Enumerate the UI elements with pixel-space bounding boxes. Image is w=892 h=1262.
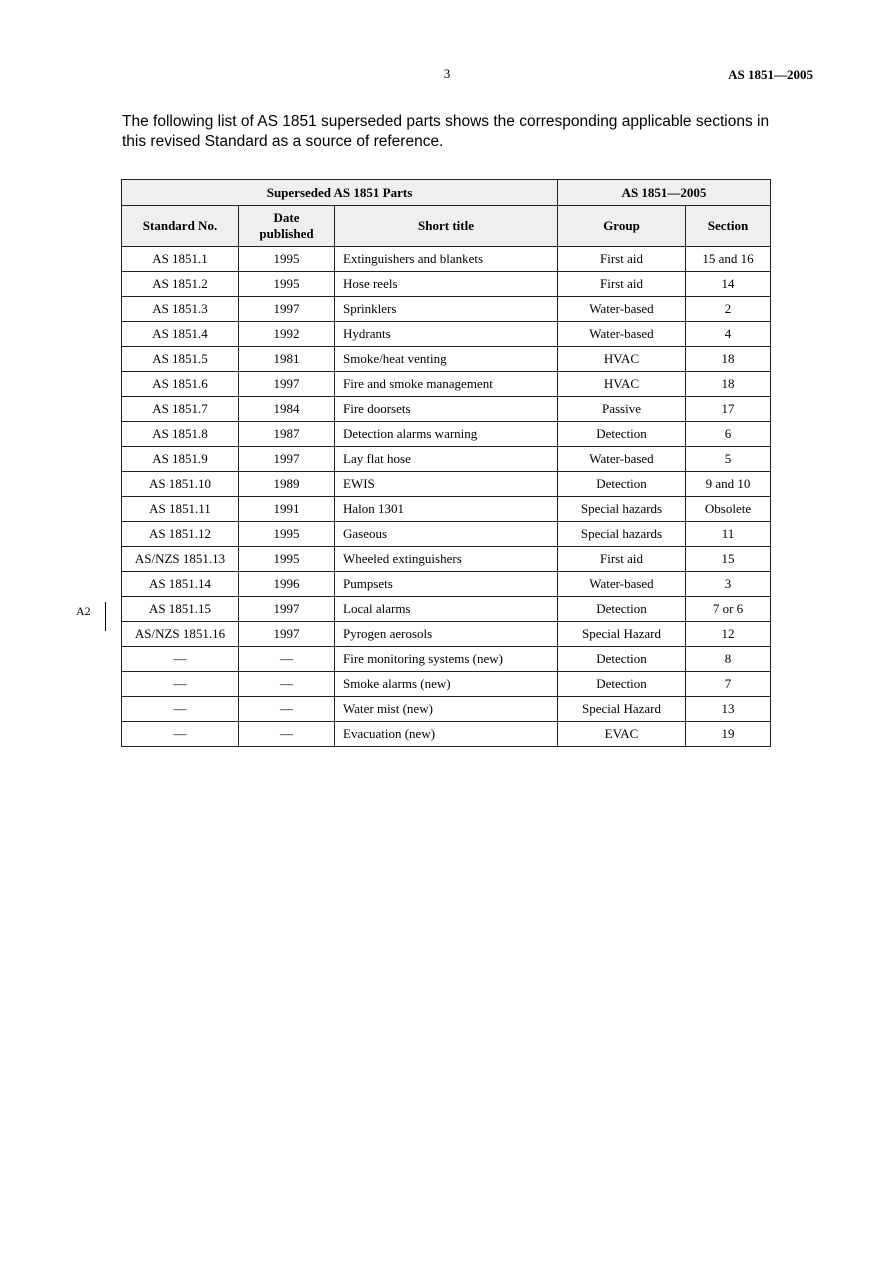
cell-date-published: 1997 [239,372,335,397]
cell-date-published: 1997 [239,622,335,647]
cell-standard-no: AS 1851.9 [122,447,239,472]
cell-section: Obsolete [686,497,771,522]
cell-date-published: 1997 [239,597,335,622]
cell-section: 5 [686,447,771,472]
cell-standard-no: AS 1851.14 [122,572,239,597]
cell-section: 17 [686,397,771,422]
cell-short-title: Smoke/heat venting [335,347,558,372]
table-row [122,647,771,672]
cell-date-published: 1995 [239,247,335,272]
table-row [122,722,771,747]
cell-short-title: Lay flat hose [335,447,558,472]
column-header-short-title: Short title [335,206,558,247]
cell-short-title: EWIS [335,472,558,497]
cell-date-published: 1992 [239,322,335,347]
cell-standard-no: AS 1851.4 [122,322,239,347]
cell-standard-no: AS 1851.2 [122,272,239,297]
cell-short-title: Pyrogen aerosols [335,622,558,647]
cell-group: Detection [558,472,686,497]
superseded-parts-table-container [121,179,771,747]
table-row [122,247,771,272]
group-header-superseded: Superseded AS 1851 Parts [122,180,558,206]
page-number: 3 [443,66,451,81]
cell-standard-no: AS/NZS 1851.16 [122,622,239,647]
cell-group: First aid [558,547,686,572]
table-row [122,447,771,472]
group-header-row [122,180,771,206]
cell-section: 15 and 16 [686,247,771,272]
cell-group: HVAC [558,347,686,372]
cell-short-title: Sprinklers [335,297,558,322]
cell-standard-no: — [122,647,239,672]
table-row [122,397,771,422]
cell-section: 6 [686,422,771,447]
cell-short-title: Fire doorsets [335,397,558,422]
cell-short-title: Wheeled extinguishers [335,547,558,572]
cell-date-published: 1996 [239,572,335,597]
cell-group: EVAC [558,722,686,747]
cell-standard-no: AS 1851.8 [122,422,239,447]
cell-standard-no: AS 1851.3 [122,297,239,322]
cell-short-title: Local alarms [335,597,558,622]
cell-standard-no: AS 1851.12 [122,522,239,547]
cell-date-published: 1984 [239,397,335,422]
cell-short-title: Hydrants [335,322,558,347]
table-row [122,497,771,522]
cell-group: Special Hazard [558,622,686,647]
cell-date-published: 1995 [239,547,335,572]
cell-short-title: Halon 1301 [335,497,558,522]
cell-section: 9 and 10 [686,472,771,497]
table-row [122,297,771,322]
column-header-row [122,206,771,247]
cell-standard-no: AS 1851.1 [122,247,239,272]
table-row [122,472,771,497]
cell-short-title: Evacuation (new) [335,722,558,747]
cell-date-published: — [239,697,335,722]
cell-section: 18 [686,372,771,397]
cell-short-title: Pumpsets [335,572,558,597]
cell-date-published: 1997 [239,447,335,472]
cell-group: Detection [558,597,686,622]
cell-group: First aid [558,272,686,297]
cell-date-published: — [239,672,335,697]
table-row [122,272,771,297]
table-row [122,347,771,372]
cell-section: 7 [686,672,771,697]
table-row [122,372,771,397]
cell-standard-no: AS 1851.15 [122,597,239,622]
cell-section: 3 [686,572,771,597]
cell-section: 19 [686,722,771,747]
cell-date-published: 1997 [239,297,335,322]
cell-date-published: 1991 [239,497,335,522]
amendment-margin-note: A2 [76,604,91,618]
cell-date-published: — [239,647,335,672]
cell-date-published: 1995 [239,522,335,547]
table-row [122,522,771,547]
table-row [122,622,771,647]
cell-group: Detection [558,672,686,697]
table-row [122,322,771,347]
cell-section: 12 [686,622,771,647]
cell-group: First aid [558,247,686,272]
group-header-current: AS 1851—2005 [558,180,771,206]
header-standard-id: AS 1851—2005 [728,67,813,82]
cell-date-published: 1987 [239,422,335,447]
cell-section: 2 [686,297,771,322]
cell-standard-no: — [122,672,239,697]
cell-group: Detection [558,647,686,672]
table-row [122,422,771,447]
cell-short-title: Gaseous [335,522,558,547]
cell-standard-no: AS 1851.7 [122,397,239,422]
cell-section: 13 [686,697,771,722]
cell-short-title: Smoke alarms (new) [335,672,558,697]
column-header-standard-no: Standard No. [122,206,239,247]
cell-section: 4 [686,322,771,347]
cell-group: HVAC [558,372,686,397]
cell-standard-no: — [122,722,239,747]
table-body [122,247,771,747]
cell-date-published: 1981 [239,347,335,372]
cell-standard-no: AS/NZS 1851.13 [122,547,239,572]
column-header-section: Section [686,206,771,247]
cell-group: Passive [558,397,686,422]
cell-group: Detection [558,422,686,447]
cell-date-published: — [239,722,335,747]
cell-group: Special Hazard [558,697,686,722]
table-row [122,572,771,597]
cell-short-title: Water mist (new) [335,697,558,722]
cell-section: 8 [686,647,771,672]
superseded-parts-table [121,179,771,747]
cell-standard-no: AS 1851.6 [122,372,239,397]
column-header-date-published: Date published [239,206,335,247]
cell-standard-no: AS 1851.10 [122,472,239,497]
cell-standard-no: AS 1851.5 [122,347,239,372]
cell-group: Water-based [558,322,686,347]
cell-standard-no: — [122,697,239,722]
table-row [122,672,771,697]
cell-short-title: Fire and smoke management [335,372,558,397]
cell-section: 15 [686,547,771,572]
cell-date-published: 1995 [239,272,335,297]
cell-short-title: Detection alarms warning [335,422,558,447]
intro-paragraph: The following list of AS 1851 superseded parts shows the corresponding applicable sections in this revised Standard as a source of reference. [122,113,770,150]
table-row [122,697,771,722]
cell-short-title: Fire monitoring systems (new) [335,647,558,672]
cell-short-title: Extinguishers and blankets [335,247,558,272]
table-row [122,547,771,572]
cell-section: 11 [686,522,771,547]
column-header-group: Group [558,206,686,247]
cell-standard-no: AS 1851.11 [122,497,239,522]
cell-group: Water-based [558,297,686,322]
cell-short-title: Hose reels [335,272,558,297]
cell-date-published: 1989 [239,472,335,497]
cell-group: Water-based [558,572,686,597]
amendment-margin-bar [105,602,106,631]
cell-group: Special hazards [558,497,686,522]
cell-group: Special hazards [558,522,686,547]
cell-section: 14 [686,272,771,297]
cell-section: 7 or 6 [686,597,771,622]
cell-group: Water-based [558,447,686,472]
table-row [122,597,771,622]
cell-section: 18 [686,347,771,372]
